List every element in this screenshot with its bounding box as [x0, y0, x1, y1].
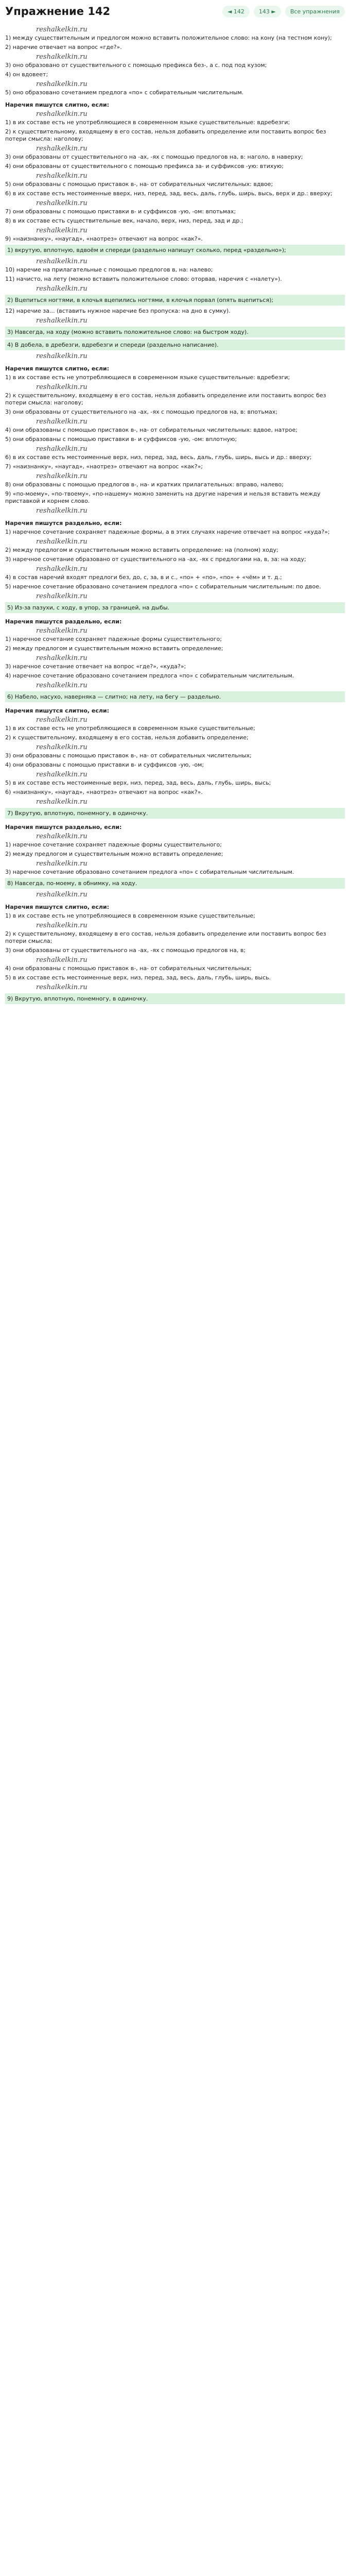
- rule-line: 5) в их составе есть местоименные верх, низ, перед, зад, весь, даль, глубь, ширь, высь.: [5, 974, 271, 981]
- watermark: reshalkelkin.ru: [36, 53, 87, 61]
- rule-line: 4) они образованы от существительного с помощью префикса за- и суффиксов -ую: втихую;: [5, 163, 284, 170]
- rule-line: 2) к существительному, входящему в его состав, нельзя добавить определение или поставить вопрос без потери смысла: наголову;: [5, 392, 326, 406]
- watermark: reshalkelkin.ru: [36, 352, 87, 360]
- rule-line: 2) между предлогом и существительным можно вставить определение;: [5, 851, 223, 857]
- rule-line: 4) они образованы с помощью приставки в- и суффиксов -ую, -ом;: [5, 761, 204, 768]
- rule-line: 1) наречное сочетание сохраняет падежные формы, а в этих случаях наречие отвечает на вопрос «куда?»;: [5, 529, 330, 535]
- rule-heading: Наречия пишутся слитно, если:: [5, 101, 110, 108]
- answer-sentence: 2) Вцепиться ногтями, в клочья вцепились ногтями, в клочья порвал (опять вцепиться);: [5, 295, 345, 306]
- watermark: reshalkelkin.ru: [36, 285, 87, 293]
- rule-line: 2) к существительному, входящему в его состав, нельзя добавить определение или поставить вопрос без потери смысла;: [5, 930, 326, 944]
- answer-sentence: 4) В добела, в дребезги, вдребезги и спереди (раздельно написание).: [5, 340, 345, 350]
- watermark: reshalkelkin.ru: [36, 172, 87, 180]
- rule-line: 1) в их составе есть не употребляющиеся в современном языке существительные: вдребезги;: [5, 119, 290, 126]
- watermark: reshalkelkin.ru: [36, 26, 87, 33]
- rule-line: 9) «наизнанку», «наугад», «наотрез» отвечают на вопрос «как?».: [5, 235, 203, 242]
- rule-line: 4) они образованы с помощью приставок в-, на- от собирательных числительных: вдвое, натрое;: [5, 427, 297, 433]
- watermark: reshalkelkin.ru: [36, 538, 87, 546]
- watermark: reshalkelkin.ru: [36, 682, 87, 689]
- rule-line: 3) они образованы с помощью приставок в-, на- от собирательных числительных;: [5, 752, 252, 759]
- nav-controls: [222, 6, 345, 18]
- watermark: reshalkelkin.ru: [36, 418, 87, 426]
- rule-line: 5) они образованы с помощью приставок в-, на- от собирательных числительных: вдвое;: [5, 181, 273, 188]
- watermark: reshalkelkin.ru: [36, 507, 87, 515]
- answer-sentence: 6) Набело, насухо, наверняка — слитно; на лету, на бегу — раздельно.: [5, 691, 345, 702]
- watermark: reshalkelkin.ru: [36, 80, 87, 88]
- watermark: reshalkelkin.ru: [36, 317, 87, 325]
- rule-line: 4) он вдовеет;: [5, 71, 48, 78]
- watermark: reshalkelkin.ru: [36, 383, 87, 391]
- watermark: reshalkelkin.ru: [36, 472, 87, 480]
- rule-line: 2) к существительному, входящему в его состав, нельзя добавить определение;: [5, 734, 249, 741]
- watermark: reshalkelkin.ru: [36, 798, 87, 806]
- rule-line: 3) наречное сочетание отвечает на вопрос «где?», «куда?»;: [5, 663, 186, 670]
- rule-line: 6) «наизнанку», «наугад», «наотрез» отвечают на вопрос «как?».: [5, 789, 203, 795]
- rule-line: 7) «наизнанку», «наугад», «наотрез» отвечают на вопрос «как?»;: [5, 463, 203, 470]
- rule-line: 4) наречное сочетание образовано сочетанием предлога «по» с собирательным числительным.: [5, 672, 294, 679]
- next-exercise-button[interactable]: 143 ►: [254, 6, 281, 18]
- rule-heading: Наречия пишутся раздельно, если:: [5, 824, 122, 831]
- page-title: Упражнение 142: [5, 5, 111, 18]
- rule-line: 6) в их составе есть местоименные вверх, низ, перед, зад, весь, даль, глубь, ширь, высь, верх и др.: вверху;: [5, 190, 332, 197]
- watermark: reshalkelkin.ru: [36, 833, 87, 840]
- watermark: reshalkelkin.ru: [36, 199, 87, 207]
- rule-line: 3) они образованы от существительного на -ах, -ях с помощью предлогов на, в: впотьмах;: [5, 409, 278, 415]
- rule-line: 1) в их составе есть не употребляющиеся в современном языке существительные;: [5, 912, 255, 919]
- rule-line: 10) наречие на прилагательные с помощью предлогов в, на: налево;: [5, 266, 213, 273]
- watermark: reshalkelkin.ru: [36, 984, 87, 991]
- rule-line: 3) наречное сочетание образовано сочетанием предлога «по» с собирательным числительным.: [5, 869, 294, 875]
- watermark: reshalkelkin.ru: [36, 891, 87, 899]
- rule-line: 1) в их составе есть не употребляющиеся в современном языке существительные: вдребезги;: [5, 374, 290, 381]
- rule-line: 6) в их составе есть местоименные верх, низ, перед, зад, весь, даль, глубь, ширь, высь и др.: вверху;: [5, 454, 312, 461]
- rule-heading: Наречия пишутся слитно, если:: [5, 365, 110, 372]
- rule-line: 1) наречное сочетание сохраняет падежные формы существительного;: [5, 636, 222, 642]
- rule-line: 2) между предлогом и существительным можно вставить определение;: [5, 645, 223, 652]
- rule-line: 4) они образованы с помощью приставок в-, на- от собирательных числительных;: [5, 965, 252, 972]
- watermark: reshalkelkin.ru: [36, 445, 87, 453]
- answer-sentence: 1) вкрутую, вплотную, вдвоём и спереди (раздельно напишут сколько, перед «раздельно»);: [5, 245, 345, 256]
- answer-sentence: 9) Вкрутую, вплотную, понемногу, в одиночку.: [5, 993, 345, 1004]
- rule-line: 5) в их составе есть местоименные верх, низ, перед, зад, весь, даль, глубь, ширь, высь;: [5, 779, 271, 786]
- prev-exercise-button[interactable]: ◄ 142: [222, 6, 250, 18]
- rule-line: 2) наречие отвечает на вопрос «где?».: [5, 44, 122, 50]
- rule-line: 1) между существительным и предлогом можно вставить положительное слово: на кону (на тестном кону);: [5, 35, 332, 41]
- answer-sentence: 3) Навсегда, на ходу (можно вставить положительное слово: на быстром ходу).: [5, 327, 345, 337]
- rule-line: 5) они образованы с помощью приставки в- и суффиксов -ую, -ом: вплотную;: [5, 436, 237, 443]
- rule-line: 3) наречное сочетание образовано от существительного на -ах, -ях с предлогами на, в, за: на ходу;: [5, 556, 306, 563]
- watermark: reshalkelkin.ru: [36, 956, 87, 964]
- all-exercises-button[interactable]: Все упражнения: [285, 6, 345, 18]
- rule-line: 3) они образованы от существительного на -ах, -ях с помощью предлогов на, в: наголо, в наверху;: [5, 154, 303, 160]
- watermark: reshalkelkin.ru: [36, 654, 87, 662]
- watermark: reshalkelkin.ru: [36, 258, 87, 265]
- rule-line: 1) в их составе есть не употребляющиеся в современном языке существительные;: [5, 725, 255, 732]
- rule-line: 8) в их составе есть существительные век, начало, верх, низ, перед, зад и др.;: [5, 217, 243, 224]
- watermark: reshalkelkin.ru: [36, 227, 87, 234]
- answer-sentence: 5) Из-за пазухи, с ходу, в упор, за границей, на дыбы.: [5, 602, 345, 613]
- watermark: reshalkelkin.ru: [36, 743, 87, 751]
- watermark: reshalkelkin.ru: [36, 771, 87, 778]
- rule-line: 2) между предлогом и существительным можно вставить определение: на (полном) ходу;: [5, 547, 278, 553]
- rule-line: 3) оно образовано от существительного с помощью префикса без-, а с. под под кузом;: [5, 62, 267, 69]
- answer-sentence: 8) Навсегда, по-моему, в обнимку, на ходу.: [5, 878, 345, 889]
- watermark: reshalkelkin.ru: [36, 592, 87, 600]
- watermark: reshalkelkin.ru: [36, 627, 87, 635]
- rule-line: 2) к существительному, входящему в его состав, нельзя добавить определение или поставить вопрос без потери смысла: наголову;: [5, 128, 326, 142]
- watermark: reshalkelkin.ru: [36, 565, 87, 573]
- rule-line: 5) оно образовано сочетанием предлога «по» с собирательным числительным.: [5, 89, 244, 96]
- rule-line: 11) начисто, на лету (можно вставить положительное слово: оторвав, наречия с «налету»).: [5, 276, 282, 282]
- rule-line: 12) наречие за... (вставить нужное наречие без пропуска: на дно в сумку).: [5, 308, 231, 314]
- rule-line: 5) наречное сочетание образовано сочетанием предлога «по» с собирательным числительным: по двое.: [5, 583, 321, 590]
- watermark: reshalkelkin.ru: [36, 145, 87, 152]
- rule-line: 3) они образованы от существительного на -ах, -ях с помощью предлогов на, в;: [5, 947, 246, 954]
- header-bar: [0, 0, 350, 23]
- rule-heading: Наречия пишутся слитно, если:: [5, 904, 110, 910]
- watermark: reshalkelkin.ru: [36, 110, 87, 118]
- answer-content: [5, 25, 345, 1006]
- answer-sentence: 7) Вкрутую, вплотную, понемногу, в одиночку.: [5, 808, 345, 819]
- rule-heading: Наречия пишутся раздельно, если:: [5, 618, 122, 625]
- rule-line: 7) они образованы с помощью приставки в- и суффиксов -ую, -ом: впотьмах;: [5, 208, 236, 215]
- watermark: reshalkelkin.ru: [36, 716, 87, 724]
- rule-line: 4) в состав наречий входят предлоги без, до, с, за, в и с., «по» + «по», «по» + «чём» и т. д.;: [5, 574, 282, 581]
- rule-line: 9) «по-моему», «по-твоему», «по-нашему» можно заменить на другие наречия и нельзя вставить между приставкой и корнем слово.: [5, 490, 321, 504]
- rule-line: 8) они образованы с помощью предлогов в-, на- и кратких прилагательных: вправо, налево;: [5, 481, 284, 488]
- rule-heading: Наречия пишутся слитно, если:: [5, 707, 110, 714]
- watermark: reshalkelkin.ru: [36, 922, 87, 929]
- rule-heading: Наречия пишутся раздельно, если:: [5, 520, 122, 527]
- watermark: reshalkelkin.ru: [36, 860, 87, 868]
- rule-line: 1) наречное сочетание сохраняет падежные формы существительного;: [5, 841, 222, 848]
